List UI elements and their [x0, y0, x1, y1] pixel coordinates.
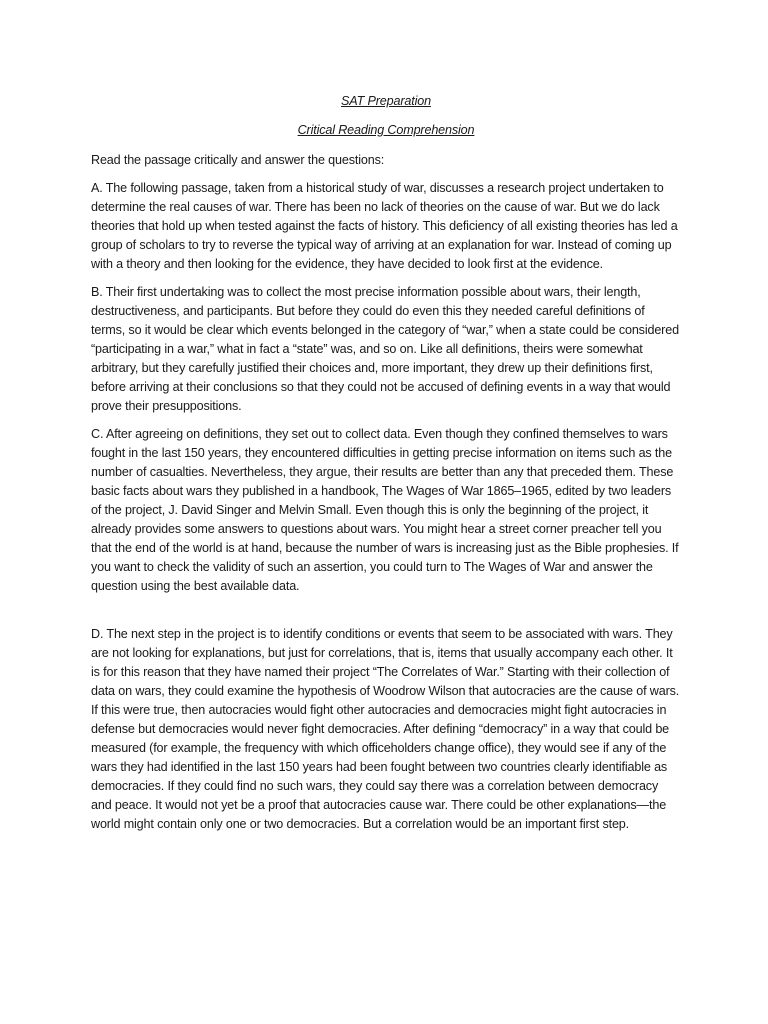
paragraph-a: A. The following passage, taken from a historical study of war, discusses a research project undertaken to determine the real causes of war. There has been no lack of theories on the cause of war. But we do lack theories that hold up when tested against the facts of history. This deficiency of all existing theories has led a group of scholars to try to reverse the typical way of arriving at an explanation for war. Instead of coming up with a theory and then looking for the evidence, they have decided to look first at the evidence.: [91, 181, 678, 271]
paragraph-b: B. Their first undertaking was to collect the most precise information possible about wars, their length, destructiveness, and participants. But before they could do even this they needed careful definitions of terms, so it would be clear which events belonged in the category of “war,” when a state could be considered “participating in a war,” what in fact a “state” was, and so on. Like all definitions, theirs were somewhat arbitrary, but they carefully justified their choices and, more important, they drew up their definitions first, before arriving at their conclusions so that they could not be accused of defining events in a way that would prove their presuppositions.: [91, 285, 679, 413]
instructions-text: Read the passage critically and answer the questions:: [91, 153, 385, 167]
document-body: [91, 92, 681, 843]
paragraph-c: C. After agreeing on definitions, they set out to collect data. Even though they confined themselves to wars fought in the last 150 years, they encountered difficulties in getting precise information on items such as the number of casualties. Nevertheless, they argue, their results are better than any that preceded them. These basic facts about wars they published in a handbook, The Wages of War 1865–1965, edited by two leaders of the project, J. David Singer and Melvin Small. Even though this is only the beginning of the project, it already provides some answers to questions about wars. You might hear a street corner preacher tell you that the end of the world is at hand, because the number of wars is increasing just as the Bible prophesies. If you want to check the validity of such an assertion, you could turn to The Wages of War and answer the question using the best available data.: [91, 427, 679, 593]
document-subtitle: Critical Reading Comprehension: [297, 123, 475, 137]
paragraph-d: D. The next step in the project is to identify conditions or events that seem to be associated with wars. They are not looking for explanations, but just for correlations, that is, items that usually accompany each other. It is for this reason that they have named their project “The Correlates of War.” Starting with their collection of data on wars, they could examine the hypothesis of Woodrow Wilson that autocracies are the cause of wars. If this were true, then autocracies would fight other autocracies and democracies might fight autocracies in defense but democracies would never fight democracies. After defining “democracy” in a way that could be measured (for example, the frequency with which officeholders change office), they would see if any of the wars they had identified in the last 150 years had been fought between two countries clearly identifiable as democracies. If they could find no such wars, they could say there was a correlation between democracy and peace. It would not yet be a proof that autocracies cause war. There could be other explanations—the world might contain only one or two democracies. But a correlation would be an important first step.: [91, 627, 680, 831]
document-title: SAT Preparation: [341, 94, 431, 108]
